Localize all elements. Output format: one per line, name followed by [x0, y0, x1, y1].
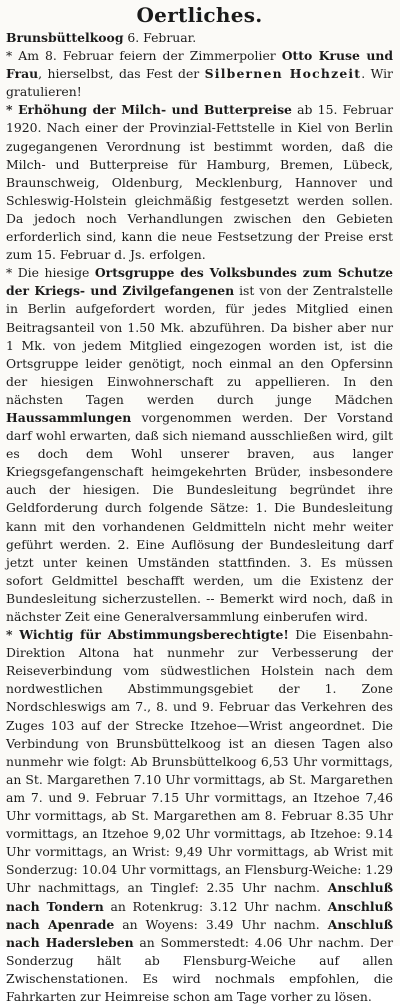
article-text: an Sommerstedt: 4.06 Uhr nachm. Der Sonderzug hält ab Flensburg-Weiche auf allen Zwischenstationen. Es wird nochmals empfohlen, die Fahrkarten zur Heimreise schon am Tage vorher zu lösen. [6, 934, 393, 1004]
article-text: ab 15. Februar 1920. Nach einer der Provinzial-Fettstelle in Kiel von Berlin zugegangenen Verordnung ist bestimmt worden, daß die Milch- und Butterpreise für Hamburg, Bremen, Lübeck, Braunschweig, Oldenburg, Mecklenburg, Hannover und Schleswig-Holstein gleichmäßig festgesetzt werden sollen. Da jedoch noch Verhandlungen zwischen den Gebieten erforderlich sind, kann die neue Festsetzung der Preise erst zum 15. Februar d. Js. erfolgen. [6, 102, 394, 263]
article-emphasis-text: Anschluß nach Hadersleben [6, 916, 394, 950]
article-text: vorgenommen werden. Der Vorstand darf wohl erwarten, daß sich niemand ausschließen wird, gilt es doch dem Wohl unserer braven, aus langer Kriegsgefangenschaft heimgekehrten Brüder, insbesondere auch der hiesigen. Die Bundesleitung begründet ihre Geldforderung durch folgende Sätze: 1. Die Bundesleitung kann mit den vorhandenen Geldmitteln nicht mehr weiter geführt werden. 2. Eine Auflösung der Bundesleitung darf jetzt unter keinen Umständen stattfinden. 3. Es müssen sofort Geldmittel beschafft werden, um die Existenz der Bundesleitung sicherzustellen. -- Bemerkt wird noch, daß in nächster Zeit eine Generalversammlung einberufen wird. [6, 409, 393, 624]
article-emphasis-text: Anschluß nach Tondern [6, 880, 393, 914]
article-paragraph [6, 101, 393, 264]
article-emphasis-text: Anschluß nach Apenrade [6, 898, 393, 932]
article-text: . Wir gratulieren! [6, 66, 393, 100]
article-emphasis-text: Silbernen Hochzeit [204, 66, 362, 82]
article-paragraph [6, 47, 393, 101]
article-text: ist von der Zentralstelle in Berlin aufgefordert worden, für jedes Mitglied einen Beitragsanteil von 1.50 Mk. abzuführen. Da bisher aber nur 1 Mk. von jedem Mitglied eingezogen worden ist, ist die Ortsgruppe leider genötigt, noch einmal an den Opfersinn der hiesigen Einwohnerschaft zu appellieren. In den nächsten Tagen werden durch junge Mädchen [6, 283, 393, 407]
dateline [6, 29, 393, 47]
article-emphasis-text: Ortsgruppe des Volksbundes zum Schutze der Kriegs- und Zivilgefangenen [6, 265, 393, 299]
article-text: * Am 8. Februar feiern der Zimmerpolier [6, 48, 282, 64]
article-text: * Die hiesige [6, 265, 95, 281]
section-heading: Oertliches. [136, 3, 263, 27]
article-emphasis-text: * Wichtig für Abstimmungsberechtigte! [6, 627, 289, 643]
article-paragraph [6, 626, 393, 1006]
article-emphasis-text: * Erhöhung der Milch- und Butterpreise [6, 102, 292, 118]
dateline-place: Brunsbüttelkoog [6, 30, 124, 45]
article-text: an Woyens: 3.49 Uhr nachm. [114, 916, 328, 932]
article-text: , hierselbst, das Fest der [38, 66, 205, 82]
article-text: an Rotenkrug: 3.12 Uhr nachm. [103, 898, 328, 914]
dateline-date: 6. Februar. [123, 30, 197, 45]
article-emphasis-text: Otto Kruse und Frau [6, 48, 393, 82]
article-emphasis-text: Haussammlungen [6, 409, 132, 425]
article-paragraph [6, 264, 393, 626]
articles-container [6, 29, 393, 1006]
article-text: Die Eisenbahn-Direktion Altona hat nunmehr zur Verbesserung der Reiseverbindung vom südwestlichen Holstein nach dem nordwestlichen Abstimmungsgebiet der 1. Zone Nordschleswigs am 7., 8. und 9. Februar das Verkehren des Zuges 103 auf der Strecke Itzehoe—Wrist angeordnet. Die Verbindung von Brunsbüttelkoog ist an diesen Tagen also nunmehr wie folgt: Ab Brunsbüttelkoog 6,53 Uhr vormittags, an St. Margarethen 7.10 Uhr vormittags, ab St. Margarethen am 7. und 9. Februar 7.15 Uhr vormittags, an Itzehoe 7,46 Uhr vormittags, ab St. Margarethen am 8. Februar 8.35 Uhr vormittags, an Itzehoe 9,02 Uhr vormittags, ab Itzehoe: 9.14 Uhr vormittags, an Wrist: 9,49 Uhr vormittags, ab Wrist mit Sonderzug: 10.04 Uhr vormittags, an Flensburg-Weiche: 1.29 Uhr nachmittags, an Tinglef: 2.35 Uhr nachm. [6, 627, 393, 896]
